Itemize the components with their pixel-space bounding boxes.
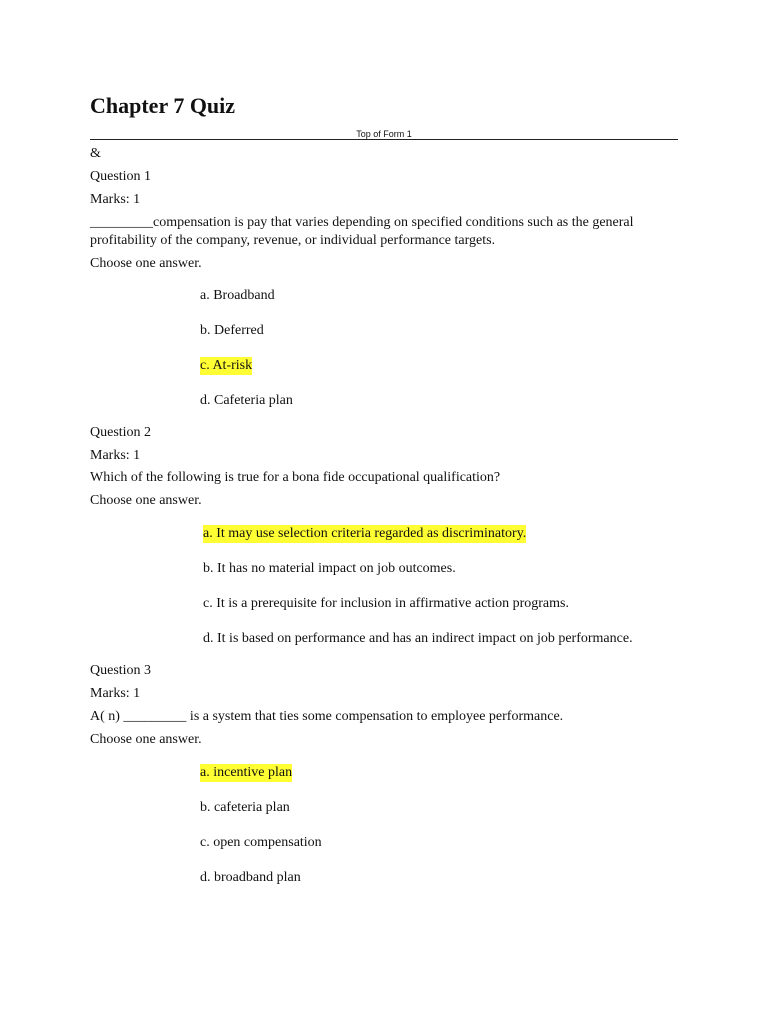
question-2-prompt: Choose one answer.: [90, 493, 202, 508]
question-3-prompt: Choose one answer.: [90, 732, 202, 747]
question-3-choice-b[interactable]: b. cafeteria plan: [200, 800, 290, 815]
question-2-choice-b[interactable]: b. It has no material impact on job outcomes.: [203, 561, 456, 576]
stray-symbol: &: [90, 146, 101, 161]
form-marker: Top of Form 1: [356, 129, 412, 139]
question-2-marks: Marks: 1: [90, 448, 141, 463]
page-title: Chapter 7 Quiz: [90, 93, 236, 118]
question-3-choice-d[interactable]: d. broadband plan: [200, 870, 301, 885]
question-1-choice-c[interactable]: c. At-risk: [200, 358, 253, 373]
question-3-choice-c[interactable]: c. open compensation: [200, 835, 322, 850]
question-1-prompt: Choose one answer.: [90, 256, 202, 271]
question-3-label: Question 3: [90, 663, 152, 678]
question-2-text: Which of the following is true for a bona fide occupational qualification?: [90, 470, 501, 485]
question-1-label: Question 1: [90, 169, 152, 184]
question-2-choice-a[interactable]: a. It may use selection criteria regarded as discriminatory.: [203, 526, 527, 541]
question-1-marks: Marks: 1: [90, 192, 141, 207]
question-2-choice-c[interactable]: c. It is a prerequisite for inclusion in affirmative action programs.: [203, 596, 569, 611]
question-1-text: _________compensation is pay that varies depending on specified conditions such as the general profitability of the company, revenue, or individual performance targets.: [90, 215, 634, 248]
question-2-label: Question 2: [90, 425, 152, 440]
question-3-marks: Marks: 1: [90, 686, 141, 701]
question-1-choice-a[interactable]: a. Broadband: [200, 288, 275, 303]
question-3-text: A( n) _________ is a system that ties some compensation to employee performance.: [90, 709, 564, 724]
question-1-choice-d[interactable]: d. Cafeteria plan: [200, 393, 293, 408]
question-3-choice-a[interactable]: a. incentive plan: [200, 765, 293, 780]
question-1-choice-b[interactable]: b. Deferred: [200, 323, 264, 338]
question-2-choice-d[interactable]: d. It is based on performance and has an indirect impact on job performance.: [203, 631, 633, 646]
form-divider: [90, 139, 678, 140]
